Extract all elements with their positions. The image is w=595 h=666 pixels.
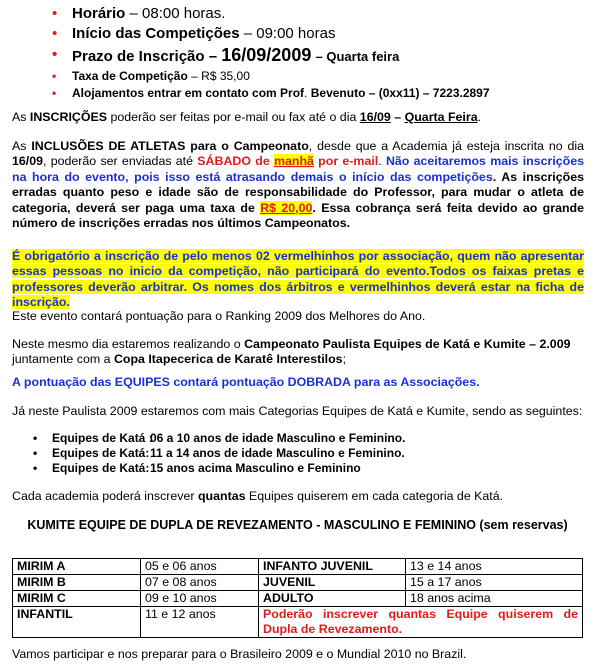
dupla-note: Poderão inscrever quantas Equipe quiserem de Dupla de Revezamento.: [259, 607, 583, 638]
schedule-item-taxa: • Taxa de Competição – R$ 35,00: [0, 68, 490, 85]
schedule-item-alojamentos: • Alojamentos entrar em contato com Prof. Bevenuto – (0xx11) – 7223.2897: [0, 85, 490, 102]
kumite-title: KUMITE EQUIPE DE DUPLA DE REVEZAMENTO - MASCULINO E FEMININO (sem reservas): [27, 518, 568, 532]
table-row: MIRIM A 05 e 06 anos INFANTO JUVENIL 13 e 14 anos: [13, 559, 583, 575]
equipes-item: • Equipes de Katá:15 anos acima Masculino e Feminino: [0, 461, 405, 476]
footer-paragraph: Vamos participar e nos preparar para o Brasileiro 2009 e o Mundial 2010 no Brazil.: [12, 647, 467, 661]
inclusoes-paragraph: As INCLUSÕES DE ATLETAS para o Campeonato, desde que a Academia já esteja inscrita no dia 16/09, poderão ser enviadas até SÁBADO de manhã por e-mail. Não aceitaremos mais inscrições na hora do evento, pois isso está atrasando demais o início das competições. As inscrições erradas quanto peso e idade são de responsabilidade do Professor, para mudar o atleta de categoria, deverá ser paga uma taxa de R$ 20,00. Essa cobrança será feita devido ao grande número de inscrições erradas nos últimos Campeonatos.: [12, 139, 585, 231]
schedule-item-inicio: • Início das Competições – 09:00 horas: [0, 24, 490, 44]
table-row: MIRIM B 07 e 08 anos JUVENIL 15 a 17 anos: [13, 575, 583, 591]
cada-academia-paragraph: Cada academia poderá inscrever quantas Equipes quiserem em cada categoria de Katá.: [12, 489, 504, 503]
table-row: MIRIM C 09 e 10 anos ADULTO 18 anos acima: [13, 591, 583, 607]
schedule-list: [0, 4, 490, 102]
obrigatorio-paragraph: É obrigatório a inscrição de pelo menos 02 vermelhinhos por associação, quem não apresentar essas pessoas no inicio da competição, não participará do evento.Todos os faixas pretas e professores deverão arbitrar. Os nomes dos árbitros e vermelhinhos deverá estar na ficha de inscrição.: [12, 249, 584, 310]
inscricoes-paragraph: As INSCRIÇÕES poderão ser feitas por e-mail ou fax até o dia 16/09 – Quarta Feira.: [12, 110, 482, 124]
pontuacao-paragraph: A pontuação das EQUIPES contará pontuação DOBRADA para as Associações.: [12, 375, 480, 389]
equipes-item: • Equipes de Katá:11 a 14 anos de idade Masculino e Feminino.: [0, 446, 405, 461]
equipes-list: [0, 431, 405, 476]
schedule-item-prazo: • Prazo de Inscrição – 16/09/2009 – Quarta feira: [0, 44, 490, 68]
schedule-item-horario: • Horário – 08:00 horas.: [0, 4, 490, 24]
categories-table: [12, 558, 583, 638]
table-row: INFANTIL 11 e 12 anos Poderão inscrever quantas Equipe quiserem de Dupla de Revezamento.: [13, 607, 583, 638]
campeonato-paragraph: Neste mesmo dia estaremos realizando o Campeonato Paulista Equipes de Katá e Kumite – 2.009 juntamente com a Copa Itapecerica de Karatê Interestilos;: [12, 337, 571, 367]
ranking-paragraph: Este evento contará pontuação para o Ranking 2009 dos Melhores do Ano.: [12, 309, 426, 323]
categorias-paragraph: Já neste Paulista 2009 estaremos com mais Categorias Equipes de Katá e Kumite, sendo as seguintes:: [12, 404, 583, 418]
equipes-item: • Equipes de Katá :06 a 10 anos de idade Masculino e Feminino.: [0, 431, 405, 446]
